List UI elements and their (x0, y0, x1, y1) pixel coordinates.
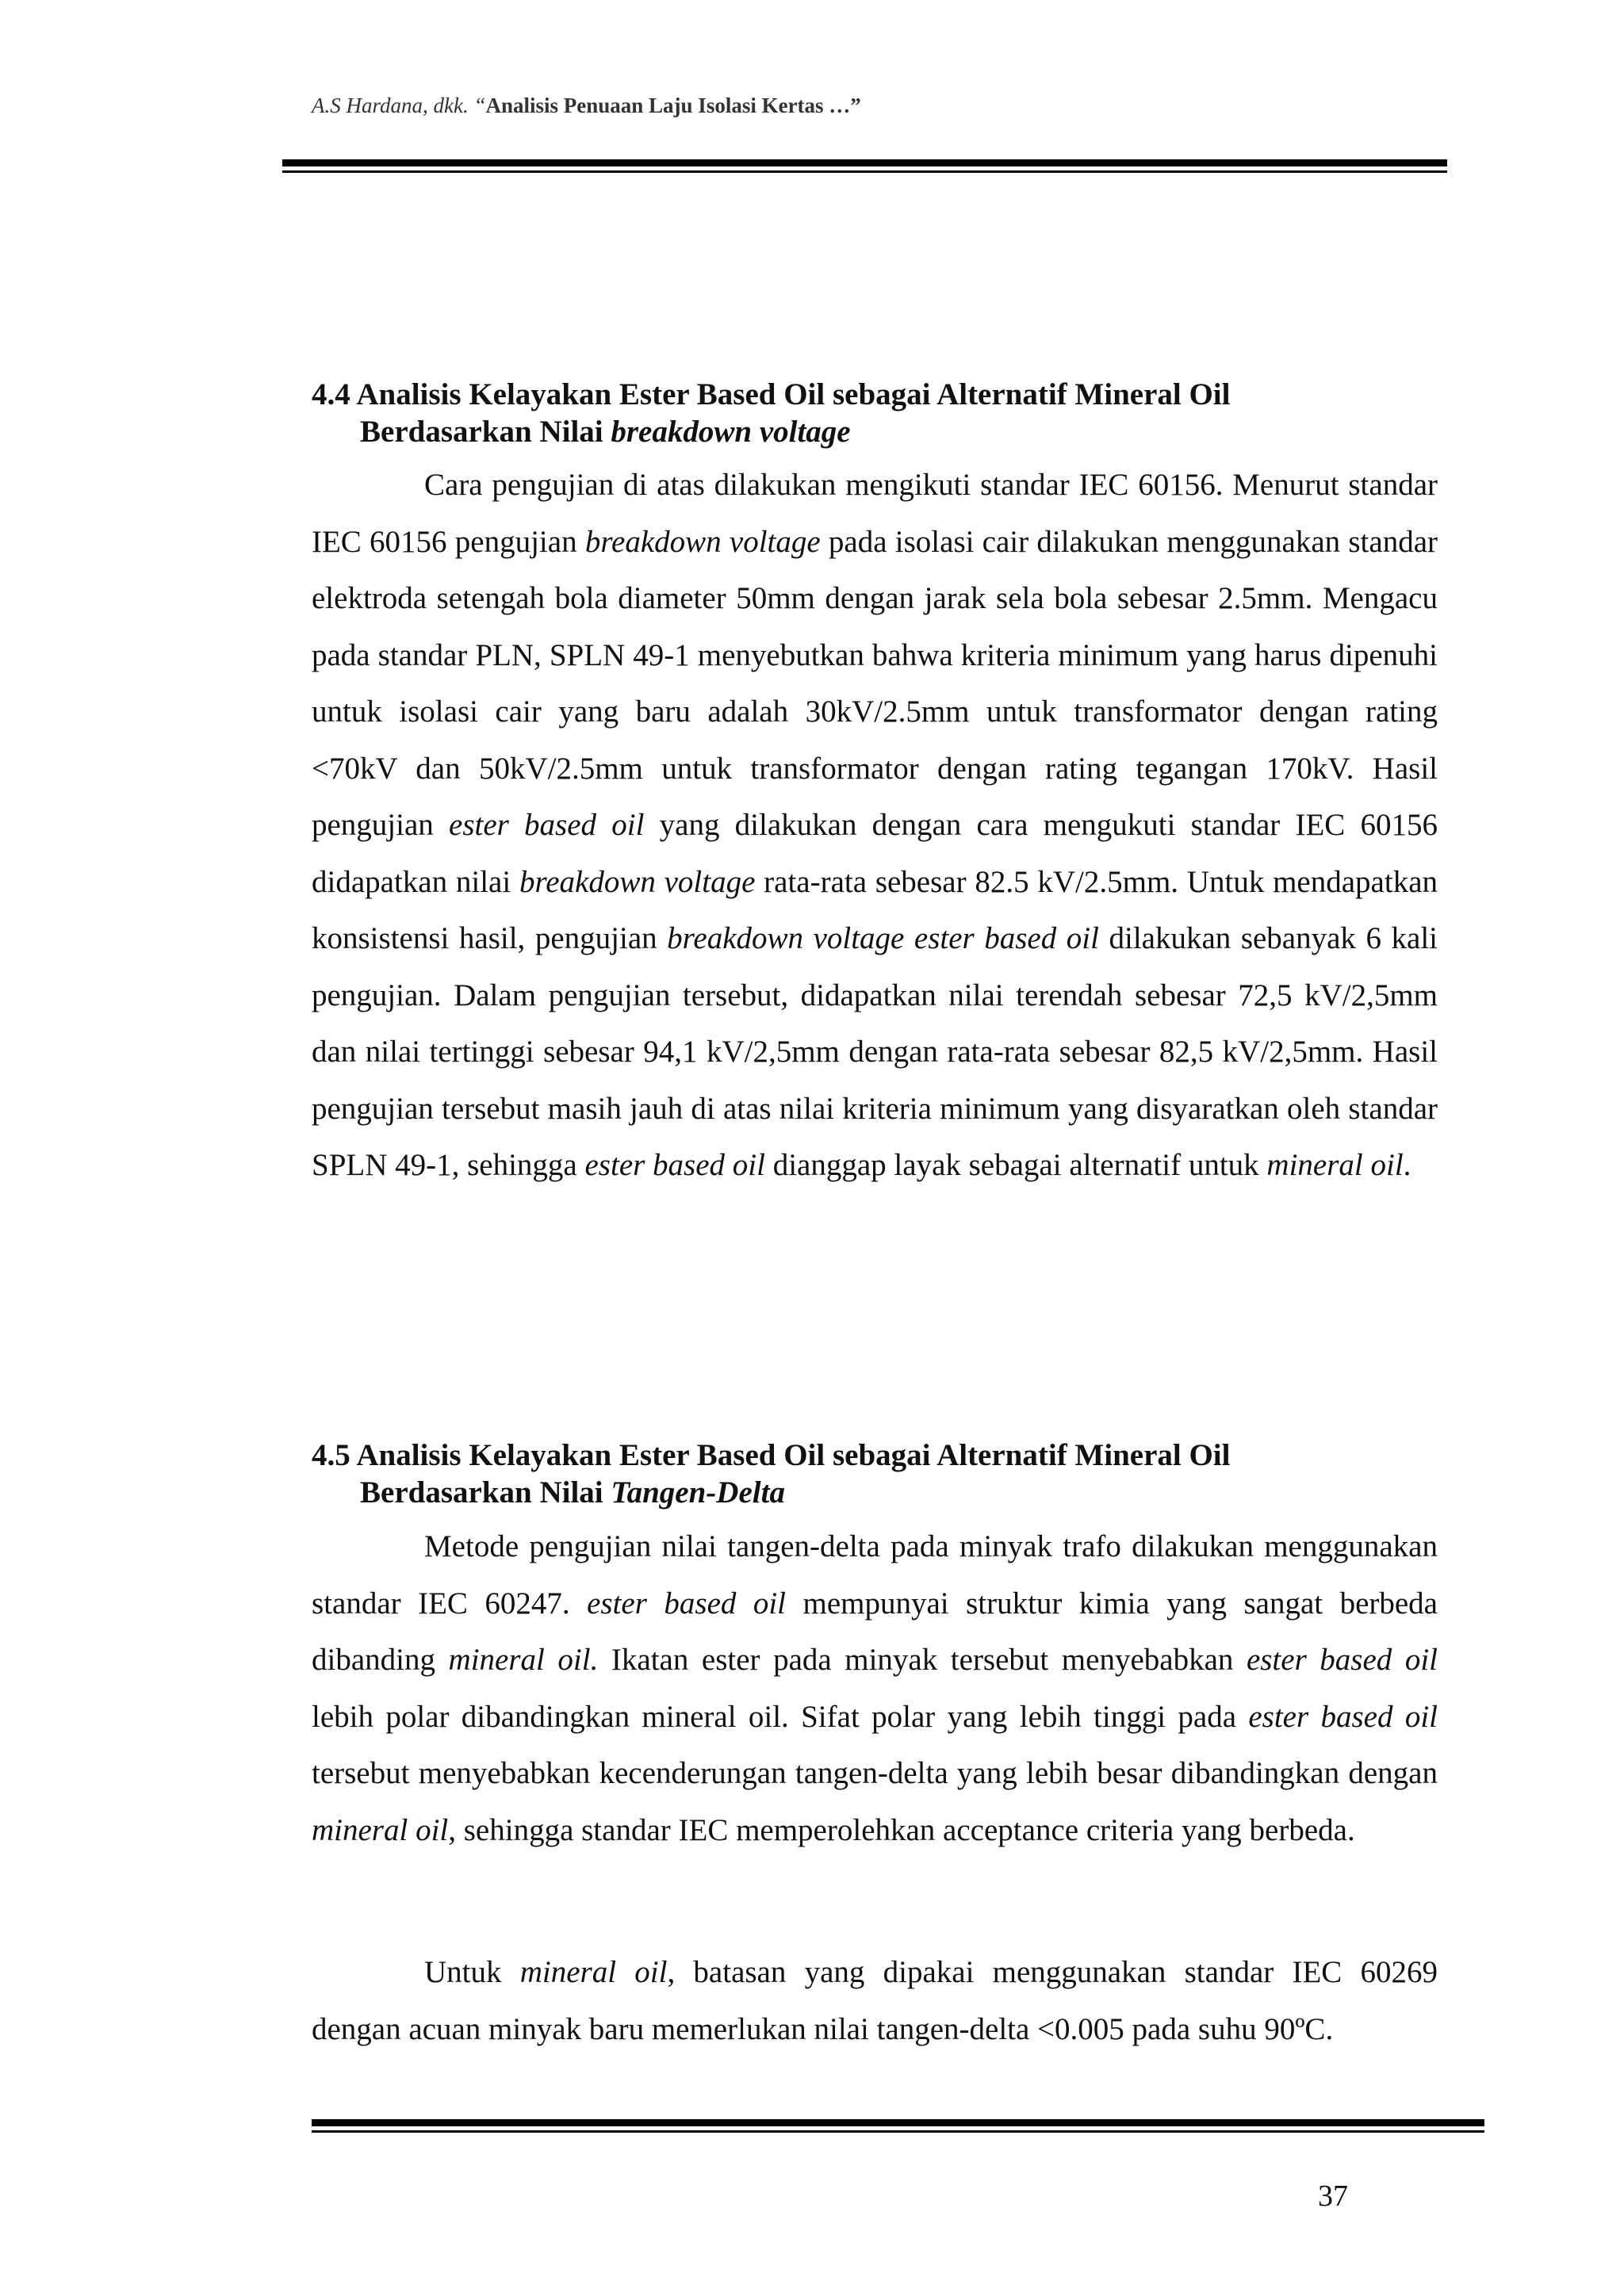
running-head-authors: A.S Hardana, dkk. “ (312, 94, 486, 117)
footer-rule-thick (312, 2119, 1484, 2126)
header-rule-thick (282, 159, 1447, 166)
text-run: pada isolasi cair dilakukan menggunakan standar elektroda setengah bola diameter 50mm dengan jarak sela bola sebesar 2.5mm. Mengacu pada standar PLN, SPLN 49-1 menyebutkan bahwa kriteria minimum yang harus dipenuhi untuk isolasi cair yang baru adalah 30kV/2.5mm untuk transformator dengan rating <70kV dan 50kV/2.5mm untuk transformator dengan rating tegangan 170kV. Hasil pengujian (312, 524, 1438, 842)
running-head-title: Analisis Penuaan Laju Isolasi Kertas …” (485, 94, 861, 117)
section-heading-4-4-line2 (312, 413, 1438, 450)
text-run: dilakukan sebanyak 6 kali pengujian. Dalam pengujian tersebut, didapatkan nilai terendah sebesar 72,5 kV/2,5mm dan nilai tertinggi sebesar 94,1 kV/2,5mm dengan rata-rata sebesar 82,5 kV/2,5mm. Hasil pengujian tersebut masih jauh di atas nilai kriteria minimum yang disyaratkan oleh standar SPLN 49-1, sehingga (312, 921, 1438, 1182)
section-heading-4-5 (312, 1437, 1438, 1511)
italic-term: ester based oil (584, 1148, 765, 1182)
paragraph-tangen-delta (312, 1518, 1438, 1858)
text-run: . (1403, 1148, 1411, 1182)
heading-prefix: Berdasarkan Nilai (360, 415, 611, 449)
section-heading-4-4 (312, 376, 1438, 450)
page-number: 37 (1318, 2179, 1348, 2213)
text-run: dianggap layak sebagai alternatif untuk (764, 1148, 1267, 1182)
section-heading-4-5-line2 (312, 1474, 1438, 1511)
text-run: Untuk (424, 1955, 520, 1989)
heading-prefix: Berdasarkan Nilai (360, 1475, 611, 1510)
header-rule-thin (282, 170, 1447, 173)
text-run: , batasan yang dipakai menggunakan standar IEC 60269 dengan acuan minyak baru memerlukan nilai tangen-delta <0.005 pada suhu 90ºC. (312, 1955, 1438, 2046)
italic-term: ester based oil (449, 808, 645, 842)
italic-term: ester based oil (587, 1586, 787, 1621)
heading-emphasis: breakdown voltage (611, 415, 851, 449)
italic-term: mineral oil. (448, 1643, 599, 1677)
italic-term: breakdown voltage ester based oil (667, 921, 1099, 955)
heading-emphasis: Tangen-Delta (611, 1475, 785, 1510)
section-heading-4-5-line1: 4.5 Analisis Kelayakan Ester Based Oil sebagai Alternatif Mineral Oil (312, 1438, 1231, 1472)
text-run: tersebut menyebabkan kecenderungan tangen-delta yang lebih besar dibandingkan dengan (312, 1756, 1438, 1790)
text-run: lebih polar dibandingkan mineral oil. Sifat polar yang lebih tinggi pada (312, 1699, 1249, 1734)
paragraph-mineral-oil-limit (312, 1944, 1438, 2057)
text-run: Metode pengujian nilai tangen-delta pada minyak trafo dilakukan menggunakan standar IEC 60247. (312, 1529, 1438, 1621)
paragraph-breakdown-voltage (312, 457, 1438, 1194)
text-run: , sehingga standar IEC memperolehkan acceptance criteria yang berbeda. (448, 1812, 1355, 1847)
running-head (312, 94, 861, 118)
italic-term: ester based oil (1246, 1643, 1438, 1677)
italic-term: mineral oil (1266, 1148, 1404, 1182)
italic-term: breakdown voltage (519, 864, 756, 899)
text-run: Cara pengujian di atas dilakukan mengikuti standar IEC 60156. Menurut standar IEC 60156 pengujian (312, 468, 1438, 559)
italic-term: breakdown voltage (584, 524, 821, 559)
section-heading-4-4-line1: 4.4 Analisis Kelayakan Ester Based Oil sebagai Alternatif Mineral Oil (312, 377, 1231, 411)
footer-rule-thin (312, 2130, 1484, 2133)
text-run: yang dilakukan dengan cara mengukuti standar IEC 60156 didapatkan nilai (312, 808, 1438, 899)
text-run: Ikatan ester pada minyak tersebut menyebabkan (598, 1643, 1247, 1677)
italic-term: mineral oil (312, 1812, 449, 1847)
italic-term: mineral oil (519, 1955, 668, 1989)
text-run: rata-rata sebesar 82.5 kV/2.5mm. Untuk mendapatkan konsistensi hasil, pengujian (312, 864, 1438, 955)
text-run: mempunyai struktur kimia yang sangat berbeda dibanding (312, 1586, 1438, 1677)
italic-term: ester based oil (1248, 1699, 1438, 1734)
